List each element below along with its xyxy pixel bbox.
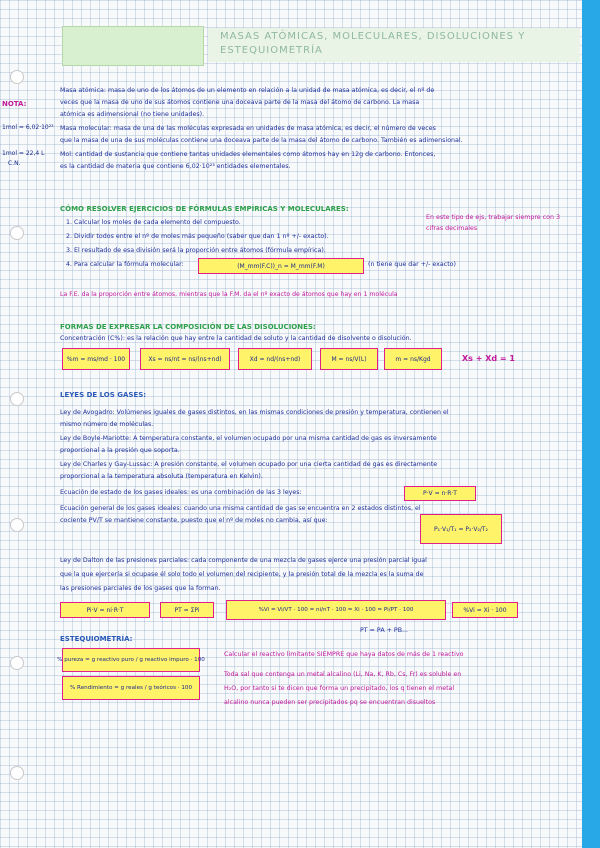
nota-label: NOTA: <box>2 100 27 108</box>
text-line: cociente PV/T se mantiene constante, puesto que el nº de moles no cambia, así que: <box>60 517 328 524</box>
formula-box-ideal-gas: P·V = n·R·T <box>404 486 476 501</box>
formula-box-molecular: (M_mm(F.C))_n = M_mm(F.M) <box>198 258 364 274</box>
limiting-reagent-note: Calcular el reactivo limitante SIEMPRE que haya datos de más de 1 reactivo <box>224 651 464 658</box>
pt-sum-note: PT = PA + PB... <box>360 627 409 634</box>
text-line: que la masa de una de sus moléculas contiene una doceava parte de la masa del átomo de carbono. También es adimensional. <box>60 137 463 144</box>
text-line: Concentración (C%): es la relación que hay entre la cantidad de soluto y la cantidad de disolvente o disolución. <box>60 335 412 342</box>
text-line: veces que la masa de uno de sus átomos contiene una doceava parte de la masa del átomo de carbono. La masa <box>60 99 420 106</box>
fe-note: La F.E. da la proporción entre átomos, mientras que la F.M. da el nº exacto de átomos que hay en 1 molécula <box>60 291 398 298</box>
text-line: Ley de Charles y Gay-Lussac: A presión constante, el volumen ocupado por una cierta cantidad de gas es directamente <box>60 461 438 468</box>
text-line: atómica es adimensional (no tiene unidades). <box>60 111 205 118</box>
text-line: es la cantidad de materia que contiene 6,02·10²³ entidades elementales. <box>60 163 291 170</box>
alkali-note-line: alcalino nunca pueden ser precipitados pq se encuentran disueltos <box>224 699 436 706</box>
binder-hole <box>10 518 24 532</box>
formula-box-pureza: % pureza = g reactivo puro / g reactivo impuro · 100 <box>62 648 200 672</box>
binder-hole <box>10 392 24 406</box>
formula-box-general-gas: P₁·V₁/T₁ = P₂·V₂/T₂ <box>420 514 502 544</box>
page-title: MASAS ATÓMICAS, MOLECULARES, DISOLUCIONES Y ESTEQUIOMETRÍA <box>220 31 526 56</box>
text-line: Masa atómica: masa de uno de los átomos de un elemento en relación a la unidad de masa atómica, es decir, el nº de <box>60 87 435 94</box>
section-heading-estequiometria: ESTEQUIOMETRÍA: <box>60 635 133 643</box>
fraction-sum: Xs + Xd = 1 <box>462 354 515 363</box>
section-heading-disoluciones: FORMAS DE EXPRESAR LA COMPOSICIÓN DE LAS DISOLUCIONES: <box>60 323 316 331</box>
text-line: Ecuación general de los gases ideales: cuando una misma cantidad de gas se encuentra en 2 estados distintos, el <box>60 505 421 512</box>
text-line: proporcional a la temperatura absoluta (temperatura en Kelvin). <box>60 473 263 480</box>
formula-box-percent-mass: %m = ms/md · 100 <box>62 348 130 370</box>
formula-box-xs: Xs = ns/nt = ns/(ns+nd) <box>140 348 230 370</box>
binder-hole <box>10 766 24 780</box>
formula-box-vi-xi: %Vi = Xi · 100 <box>452 602 518 618</box>
formula-box-volume-percent: %Vi = Vi/VT · 100 = ni/nT · 100 = Xi · 100 = Pi/PT · 100 <box>226 600 446 620</box>
mol-volume-note: 1mol = 22,4 L <box>2 150 45 157</box>
formula-box-molarity: M = ns/V(L) <box>320 348 378 370</box>
notebook-edge-band <box>582 0 600 848</box>
step-item: 1. Calcular los moles de cada elemento del compuesto. <box>66 219 241 226</box>
section-heading-formulas: CÓMO RESOLVER EJERCICIOS DE FÓRMULAS EMPÍRICAS Y MOLECULARES: <box>60 205 349 213</box>
text-line: Ecuación de estado de los gases ideales: es una combinación de las 3 leyes: <box>60 489 302 496</box>
binder-hole <box>10 70 24 84</box>
text-line: Mol: cantidad de sustancia que contiene tantas unidades elementales como átomos hay en 12g de carbono. Entonces, <box>60 151 436 158</box>
text-line: Ley de Avogadro: Volúmenes iguales de gases distintos, en las mismas condiciones de presión y temperatura, contienen el <box>60 409 449 416</box>
section-heading-gases: LEYES DE LOS GASES: <box>60 391 147 399</box>
binder-hole <box>10 656 24 670</box>
binder-hole <box>10 226 24 240</box>
alkali-note-line: Toda sal que contenga un metal alcalino (Li, Na, K, Rb, Cs, Fr) es soluble en <box>224 671 462 678</box>
side-note-decimals: En este tipo de ejs, trabajar siempre con 3 cifras decimales <box>426 214 560 232</box>
text-line: Ley de Dalton de las presiones parciales: cada componente de una mezcla de gases ejerce una presión parcial igual <box>60 557 427 564</box>
formula-box-total-pressure: PT = ΣPi <box>160 602 214 618</box>
formula-box-molality: m = ns/Kgd <box>384 348 442 370</box>
text-line: que la que ejercería si ocupase él solo todo el volumen del recipiente, y la presión total de la mezcla es la suma de <box>60 571 424 578</box>
text-line: Ley de Boyle-Mariotte: A temperatura constante, el volumen ocupado por una misma cantidad de gas es inversamente <box>60 435 437 442</box>
formula-box-rendimiento: % Rendimiento = g reales / g teóricos · 100 <box>62 676 200 700</box>
step-item: 2. Dividir todos entre el nº de moles más pequeño (saber que dan 1 nº +/- exacto). <box>66 233 329 240</box>
text-line: las presiones parciales de los gases que la forman. <box>60 585 221 592</box>
alkali-note-line: H₂O, por tanto si te dicen que forma un precipitado, los q tienen el metal <box>224 685 455 692</box>
text-line: Masa molecular: masa de una de las moléculas expresada en unidades de masa atómica, es decir, el número de veces <box>60 125 436 132</box>
formula-box-xd: Xd = nd/(ns+nd) <box>238 348 312 370</box>
text-line: proporcional a la presión que soporta. <box>60 447 180 454</box>
formula-box-partial-pressure: Pi·V = ni·R·T <box>60 602 150 618</box>
step-item: 4. Para calcular la fórmula molecular: <box>66 261 184 268</box>
title-left-block <box>62 26 204 66</box>
mol-volume-condition: C.N. <box>8 160 21 167</box>
text-line: mismo número de moléculas. <box>60 421 154 428</box>
step-item: 3. El resultado de esa división será la proporción entre átomos (fórmula empírica). <box>66 247 326 254</box>
mol-definition-note: 1mol = 6,02·10²³ <box>2 124 54 131</box>
step-note: (n tiene que dar +/- exacto) <box>368 261 456 268</box>
